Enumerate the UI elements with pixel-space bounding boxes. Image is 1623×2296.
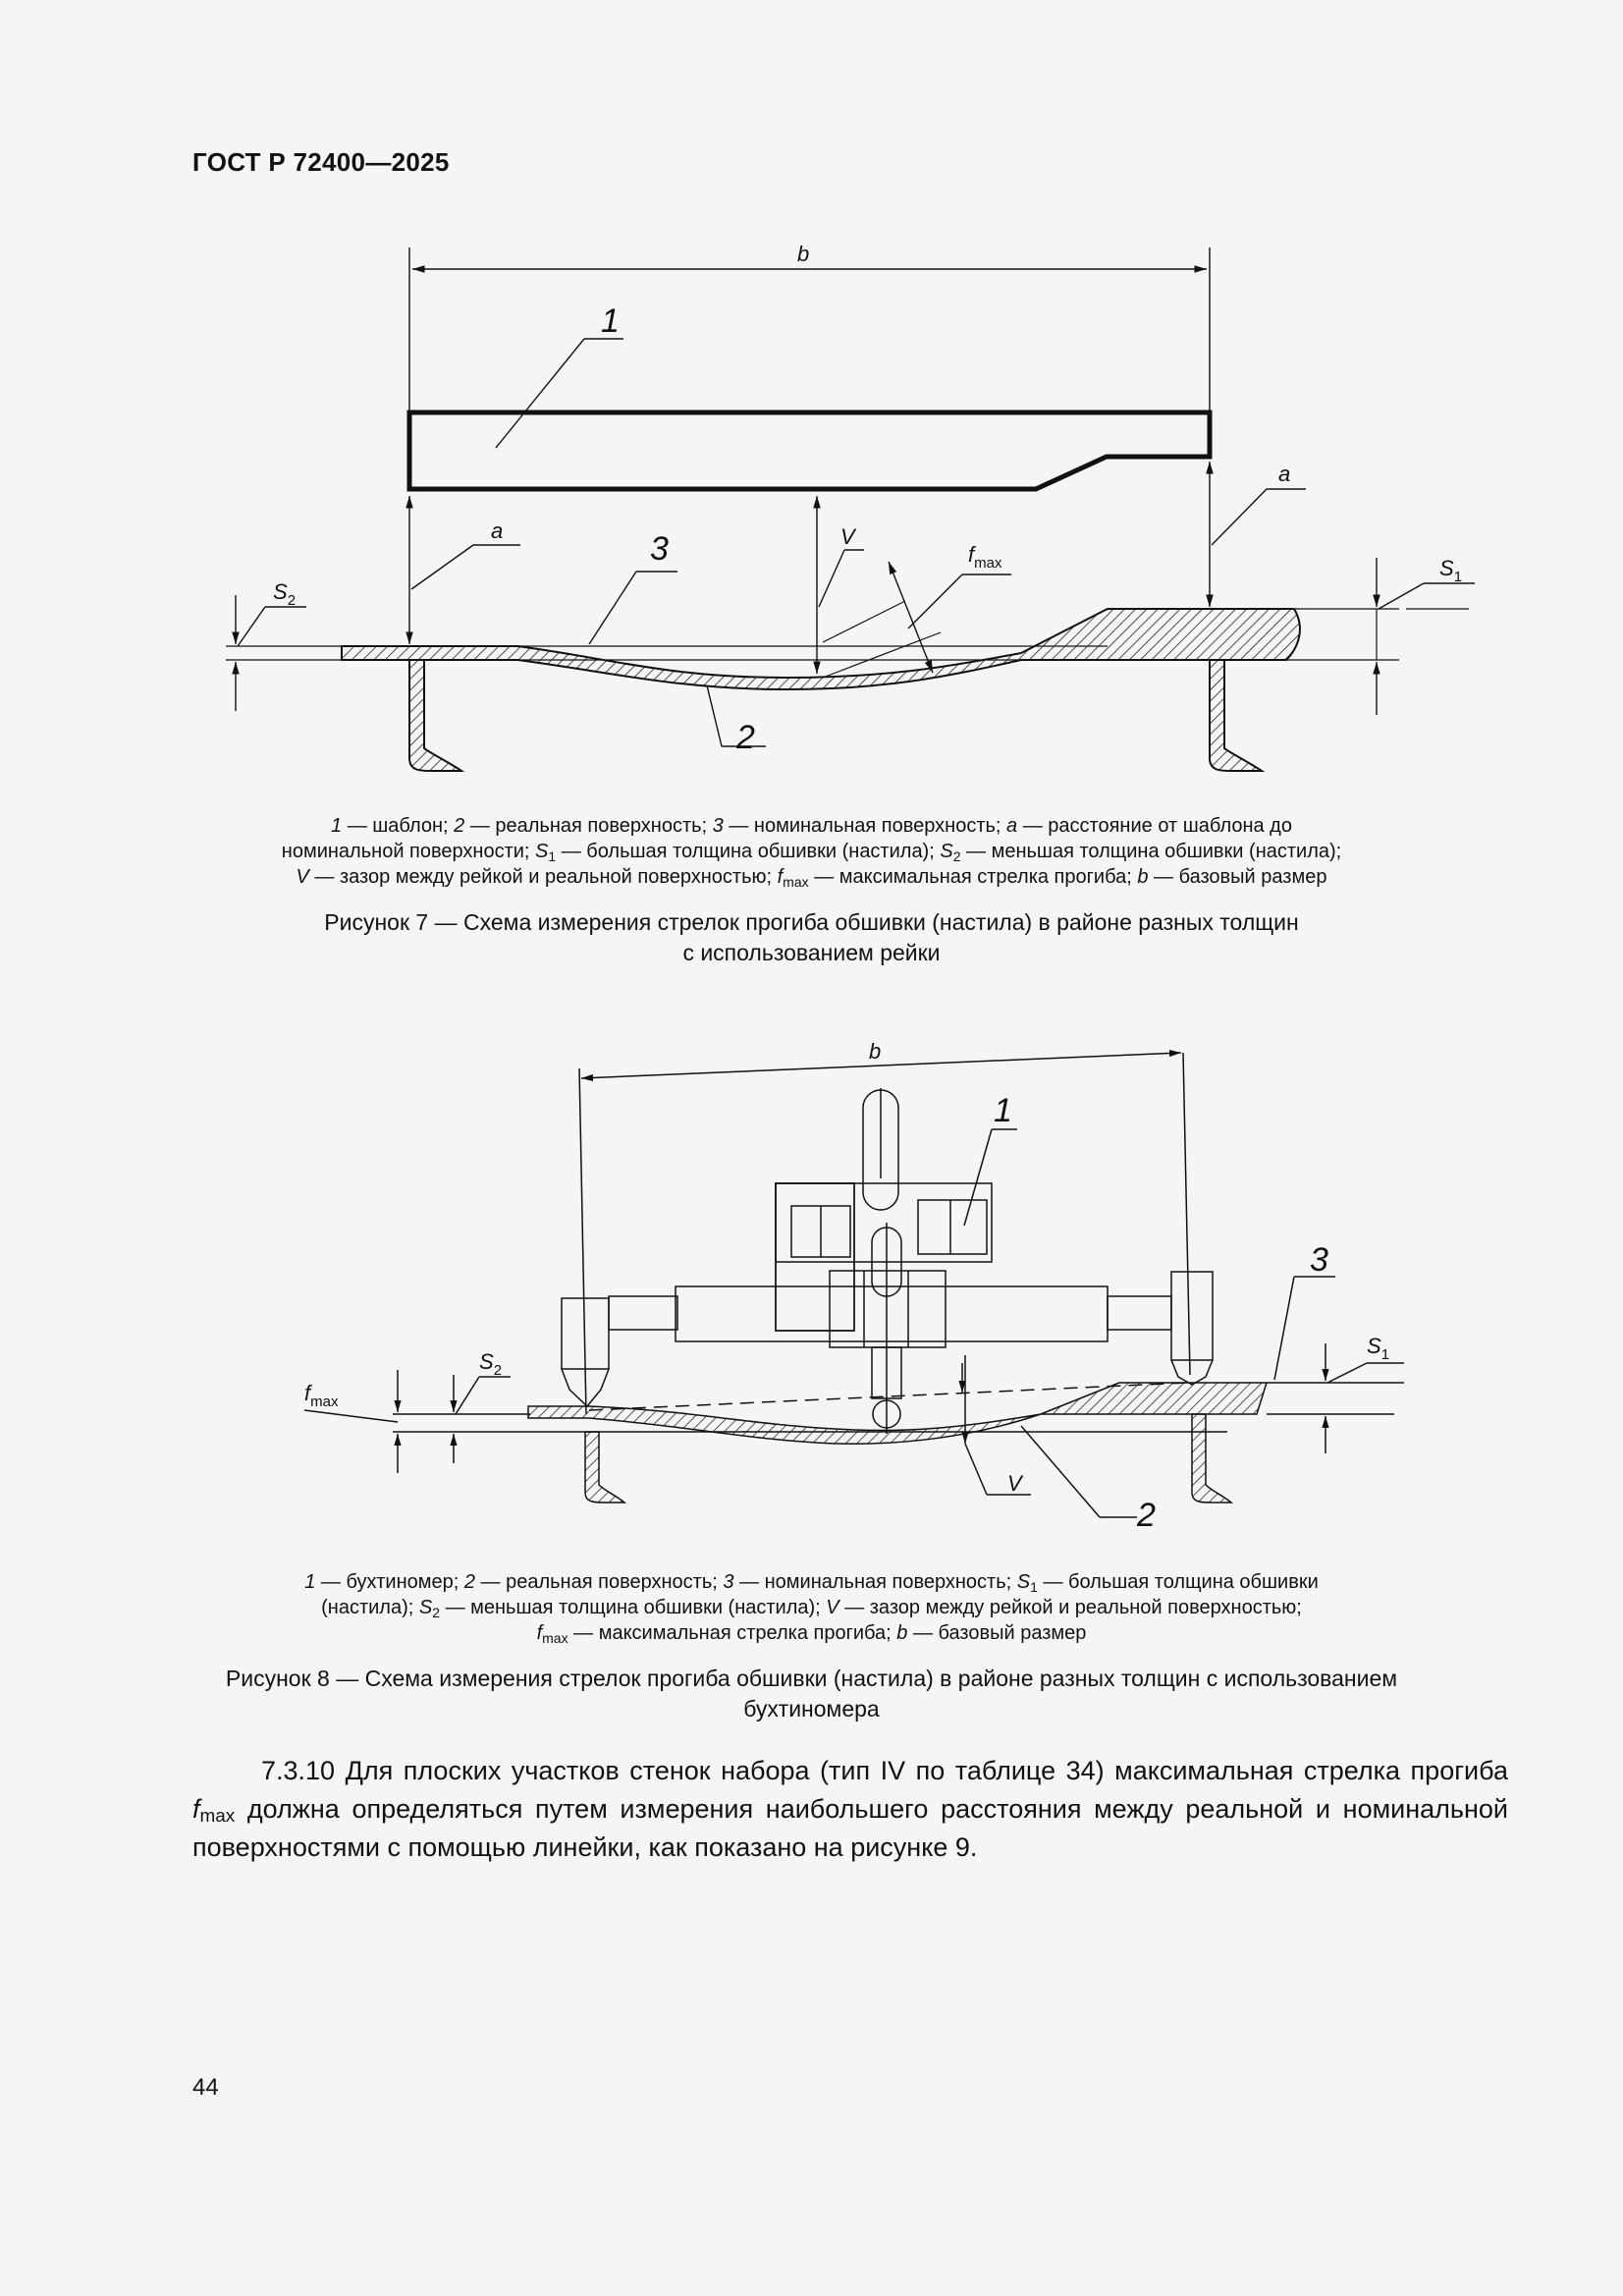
label-S1: $S_1$	[1367, 1334, 1390, 1363]
legend-symbol: a	[1006, 815, 1018, 837]
figure-7-legend	[196, 813, 1427, 890]
symbol-f: f	[192, 1794, 200, 1824]
figure-7-drawing	[0, 236, 1623, 805]
label-b: b	[797, 242, 810, 266]
legend-text: — бухтиномер;	[315, 1571, 464, 1593]
legend-symbol: 1	[304, 1571, 316, 1593]
label-V: V	[840, 524, 855, 549]
figure-8-legend-line	[196, 1595, 1427, 1620]
legend-subscript: 1	[548, 848, 557, 864]
label-S2: $S_2$	[273, 579, 297, 609]
legend-symbol: 3	[712, 815, 724, 837]
legend-text: — базовый размер	[907, 1622, 1087, 1644]
page-number: 44	[192, 2074, 219, 2101]
legend-text: — расстояние от шаблона до	[1017, 815, 1292, 837]
legend-symbol: b	[896, 1622, 908, 1644]
legend-text: — зазор между рейкой и реальной поверхностью;	[308, 866, 778, 888]
label-callout-2: 2	[736, 719, 755, 756]
figure-8-caption-line: Рисунок 8 — Схема измерения стрелок прогиба обшивки (настила) в районе разных толщин с использованием	[225, 1666, 1398, 1691]
label-S2: $S_2$	[479, 1349, 503, 1379]
label-callout-3: 3	[1310, 1241, 1328, 1279]
legend-text: — максимальная стрелка прогиба;	[808, 866, 1138, 888]
legend-text: (настила);	[321, 1597, 419, 1618]
label-b: b	[869, 1039, 882, 1064]
label-fmax: $f_{max}$	[968, 542, 1002, 572]
clause-text-part: Для плоских участков стенок набора (тип IV по таблице 34) максимальная стрелка прогиба	[335, 1756, 1508, 1785]
figure-8-drawing	[0, 1031, 1623, 1581]
label-fmax: $f_{max}$	[304, 1381, 339, 1410]
legend-symbol: S	[418, 1597, 433, 1618]
legend-text: — меньшая толщина обшивки (настила);	[440, 1597, 827, 1618]
legend-text: номинальной поверхности;	[281, 841, 536, 862]
label-S1: $S_1$	[1439, 556, 1463, 585]
figure-7-caption	[196, 907, 1427, 968]
legend-text: — зазор между рейкой и реальной поверхностью;	[839, 1597, 1302, 1618]
legend-subscript: max	[542, 1630, 568, 1646]
legend-text: — большая толщина обшивки (настила);	[556, 841, 941, 862]
figure-7-legend-line	[196, 813, 1427, 839]
legend-symbol: S	[535, 841, 549, 862]
legend-symbol: b	[1137, 866, 1149, 888]
clause-7-3-10	[192, 1752, 1508, 1867]
figure-7-legend-line	[196, 839, 1427, 864]
legend-text: — номинальная поверхность;	[723, 815, 1007, 837]
label-callout-3: 3	[650, 530, 669, 568]
figure-8-caption	[196, 1664, 1427, 1724]
legend-symbol: V	[826, 1597, 839, 1618]
label-a-left: a	[491, 519, 504, 543]
figure-8-caption-line: бухтиномера	[743, 1696, 880, 1722]
legend-subscript: max	[783, 874, 809, 890]
legend-text: — меньшая толщина обшивки (настила);	[960, 841, 1342, 862]
legend-text: — реальная поверхность;	[474, 1571, 724, 1593]
legend-text: — шаблон;	[342, 815, 455, 837]
legend-symbol: 2	[463, 1571, 475, 1593]
figure-7-caption-line: с использованием рейки	[682, 940, 941, 965]
symbol-max-subscript: max	[199, 1806, 236, 1827]
legend-symbol: f	[777, 866, 784, 888]
label-callout-1: 1	[994, 1092, 1012, 1129]
legend-symbol: S	[940, 841, 953, 862]
figure-8-legend-line	[196, 1569, 1427, 1595]
label-a-right: a	[1278, 462, 1291, 486]
legend-subscript: 2	[432, 1605, 441, 1620]
legend-symbol: V	[296, 866, 309, 888]
label-callout-2: 2	[1137, 1497, 1156, 1534]
legend-symbol: 3	[723, 1571, 734, 1593]
clause-number: 7.3.10	[261, 1756, 336, 1785]
figure-8-legend	[196, 1569, 1427, 1646]
legend-text: — базовый размер	[1148, 866, 1327, 888]
legend-symbol: 2	[454, 815, 465, 837]
legend-subscript: 1	[1030, 1579, 1038, 1595]
legend-symbol: f	[536, 1622, 543, 1644]
label-V: V	[1007, 1471, 1022, 1496]
legend-text: — реальная поверхность;	[464, 815, 713, 837]
label-callout-1: 1	[601, 302, 620, 340]
legend-text: — номинальная поверхность;	[733, 1571, 1017, 1593]
figure-7-legend-line	[196, 864, 1427, 890]
document-code-header: ГОСТ Р 72400—2025	[192, 147, 450, 177]
legend-symbol: 1	[331, 815, 343, 837]
legend-subscript: 2	[952, 848, 961, 864]
figure-7-caption-line: Рисунок 7 — Схема измерения стрелок прогиба обшивки (настила) в районе разных толщин	[324, 909, 1299, 935]
clause-text-part: должна определяться путем измерения наибольшего расстояния между реальной и номинальной поверхностями с помощью линейки, как показано на рисунке 9.	[192, 1794, 1508, 1862]
legend-symbol: S	[1016, 1571, 1031, 1593]
legend-text: — большая толщина обшивки	[1037, 1571, 1319, 1593]
figure-8-legend-line	[196, 1620, 1427, 1646]
legend-text: — максимальная стрелка прогиба;	[568, 1622, 897, 1644]
